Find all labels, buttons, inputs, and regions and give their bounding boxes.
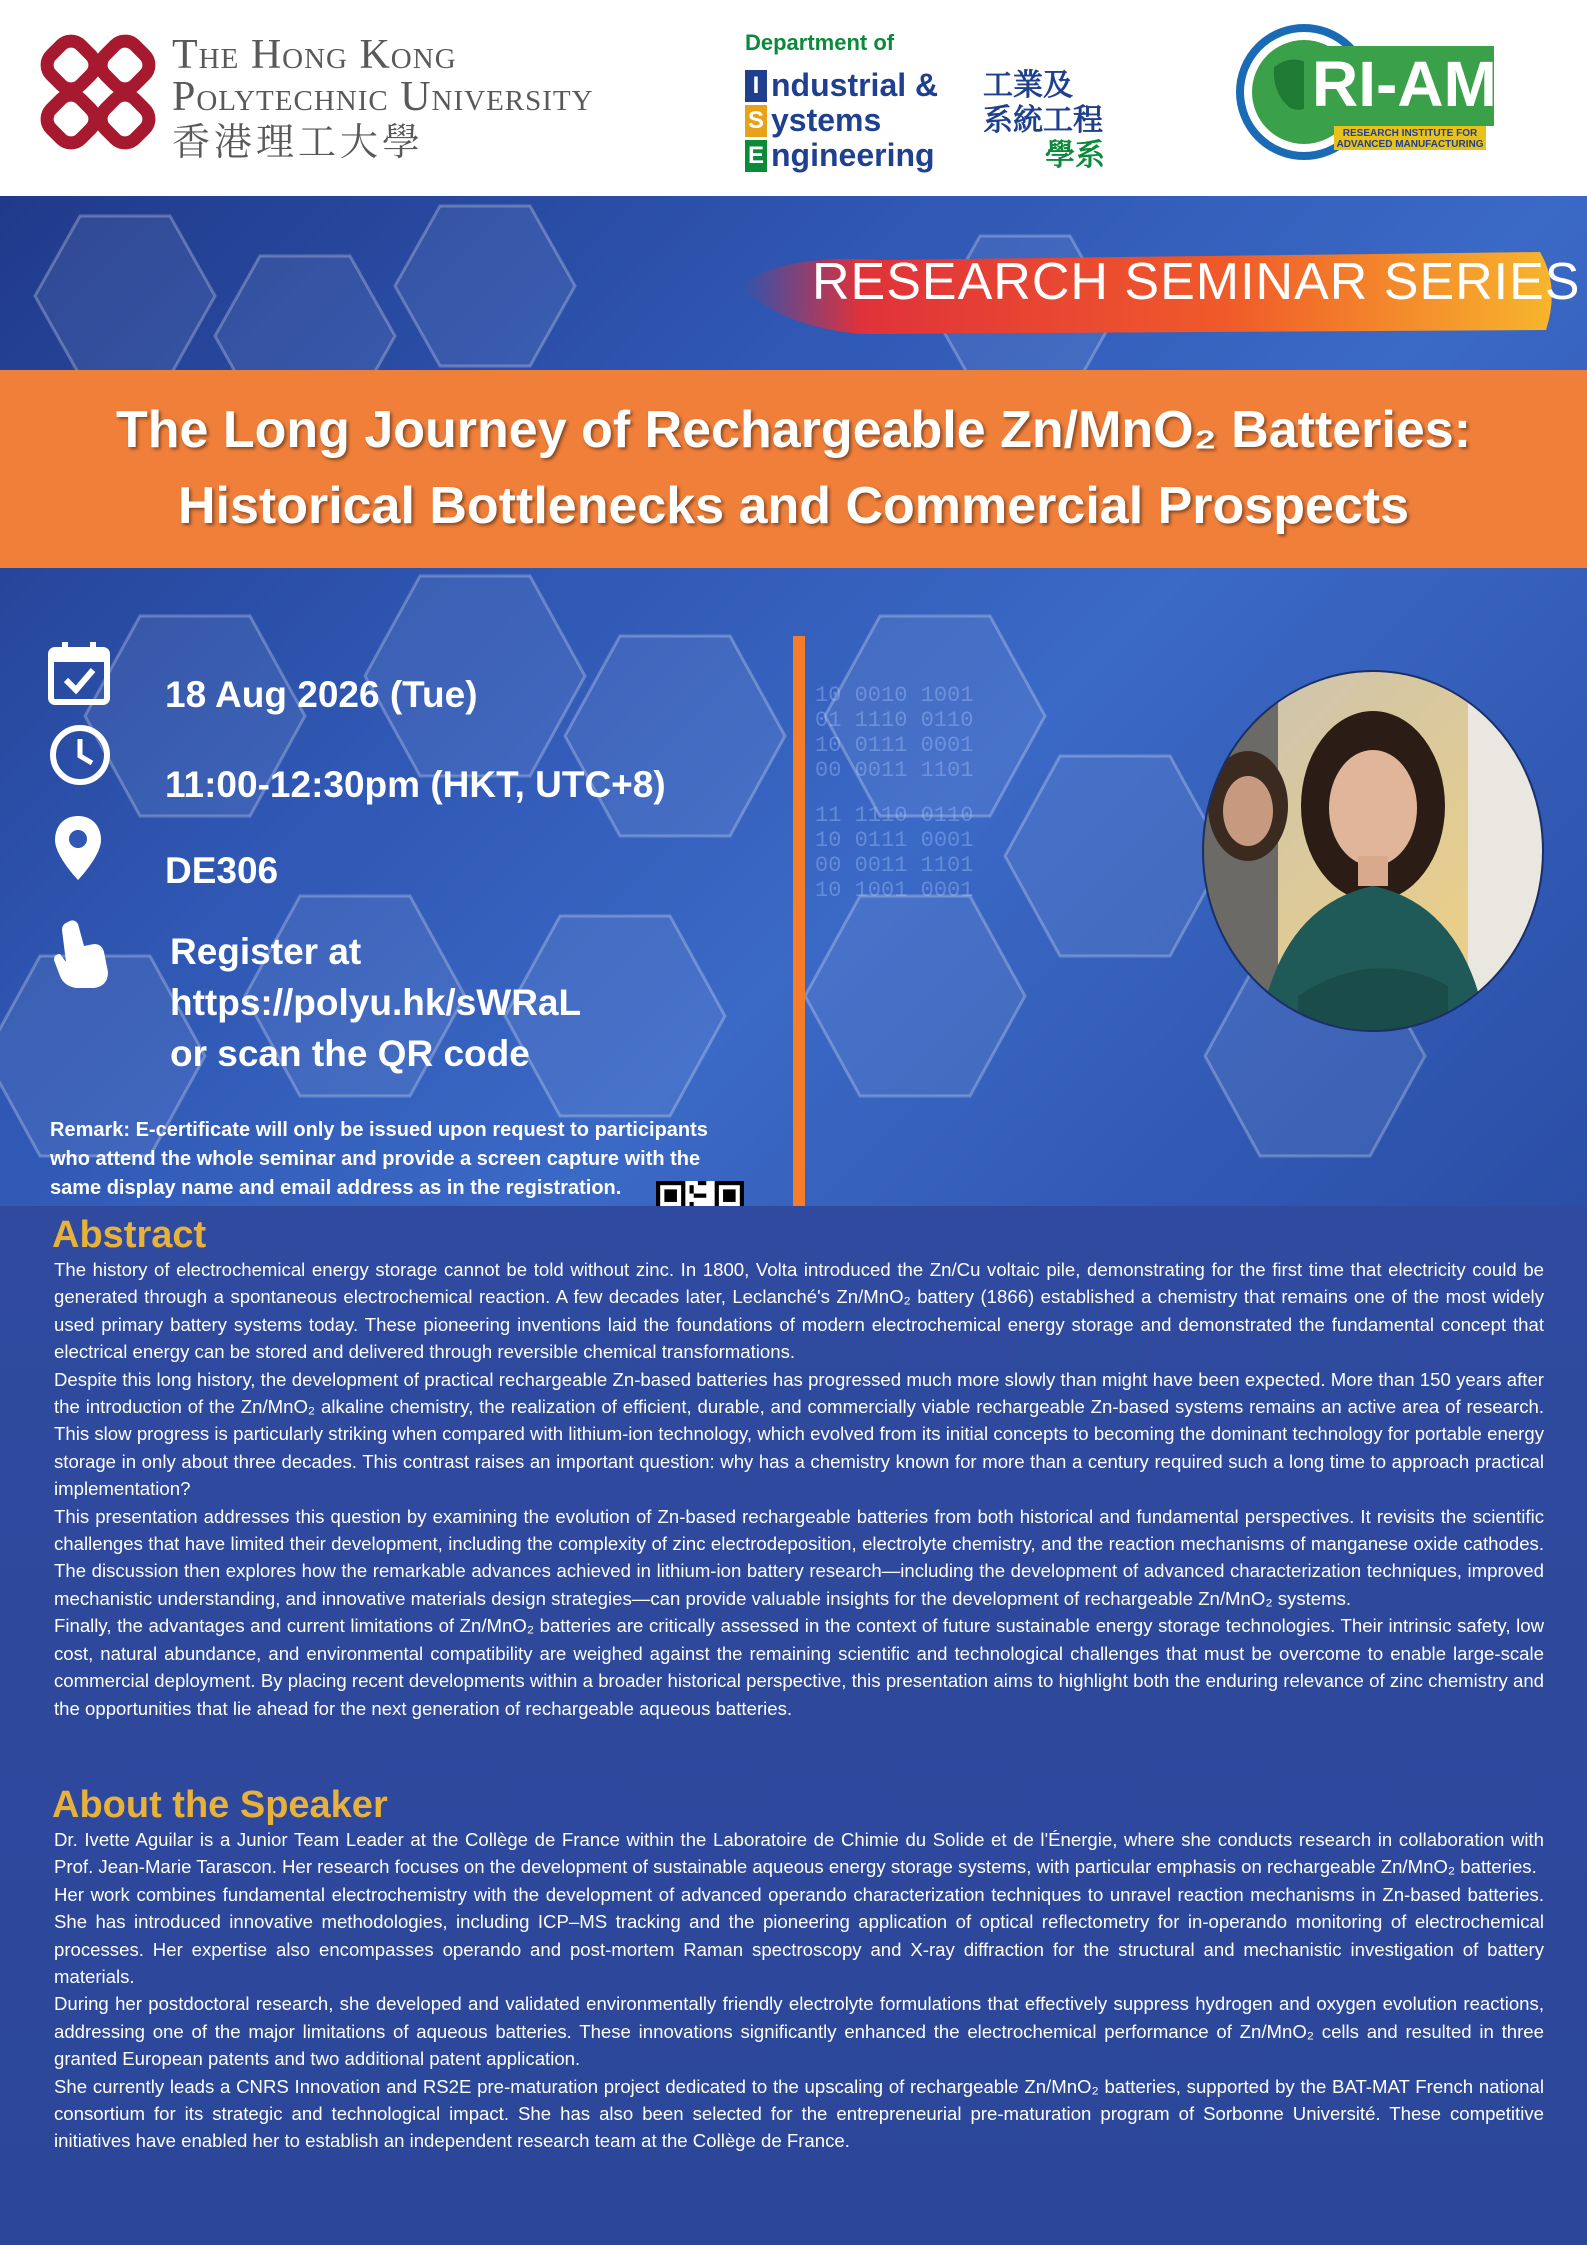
riam-subtitle-line2: ADVANCED MANUFACTURING: [1336, 139, 1484, 150]
register-link[interactable]: https://polyu.hk/sWRaL: [170, 982, 582, 1023]
ise-cn-line1: 工業及: [983, 69, 1073, 102]
header: [0, 0, 1587, 196]
ise-word-systems: ystems: [771, 102, 882, 138]
seminar-banner: [0, 196, 1587, 1206]
svg-text:11 1110 0110: 11 1110 0110: [815, 803, 974, 828]
about-speaker-heading: About the Speaker: [52, 1784, 388, 1826]
event-venue: DE306: [165, 850, 279, 891]
remark-line3: same display name and email address as in the registration.: [50, 1177, 622, 1199]
about-paragraph: Her work combines fundamental electrochemistry with the development of advanced operando characterization techniques to unravel reaction mechanisms in Zn-based batteries. She has introduced innovative methodologies, including ICP–MS tracking and the pioneering application of optical reflectometry for in-operando monitoring of electrochemical processes. Her expertise also encompasses operando and post-mortem Raman spectroscopy and X-ray diffraction for the structural and mechanistic investigation of battery materials.: [54, 1883, 1544, 1988]
svg-text:00 0011 1101: 00 0011 1101: [815, 853, 974, 878]
svg-text:10 1001 0001: 10 1001 0001: [815, 878, 974, 903]
department-label: Department of: [745, 30, 895, 55]
ise-letter-s: S: [745, 105, 767, 137]
riam-logo-icon: [1234, 22, 1504, 162]
pointing-hand-icon: [50, 916, 112, 990]
ise-cn-line3: 學系: [1045, 139, 1105, 172]
event-time: 11:00-12:30pm (HKT, UTC+8): [165, 764, 666, 805]
riam-logo-text: RI-AM: [1312, 48, 1497, 120]
svg-text:01 1110 0110: 01 1110 0110: [815, 708, 974, 733]
orange-divider: [793, 636, 805, 1206]
series-label: RESEARCH SEMINAR SERIES: [812, 253, 1581, 311]
about-speaker-body: [54, 1826, 1544, 2155]
speaker-portrait: [1188, 666, 1558, 1036]
ise-letter-bars: [745, 70, 767, 172]
register-block: [170, 926, 581, 1079]
svg-text:10 0111 0001: 10 0111 0001: [815, 828, 974, 853]
location-pin-icon: [52, 814, 104, 884]
university-name-cn: 香港理工大學: [172, 122, 425, 164]
ise-cn-line2: 系統工程: [983, 104, 1103, 137]
about-paragraph: She currently leads a CNRS Innovation and RS2E pre-maturation project dedicated to the upscaling of rechargeable Zn/MnO₂ batteries, supported by the BAT-MAT French national consortium for its strategic and technological impact. She has also been selected for the entrepreneurial pre-maturation program of Sorbonne Université. These competitive initiatives have enabled her to establish an independent research team at the Collège de France.: [54, 2075, 1544, 2152]
seminar-title-line1: The Long Journey of Rechargeable Zn/MnO₂ Batteries:: [115, 401, 1472, 459]
clock-icon: [48, 723, 112, 787]
ise-word-engineering: ngineering: [771, 137, 935, 173]
abstract-paragraph: Despite this long history, the development of practical rechargeable Zn-based batteries has progressed much more slowly than might have been expected. More than 150 years after the introduction of the Zn/MnO₂ alkaline chemistry, the realization of efficient, durable, and commercially viable rechargeable Zn-based systems remains an active area of research. This slow progress is particularly striking when compared with lithium-ion technology, which evolved from its initial concepts to becoming the dominant technology for portable energy storage in only about three decades. This contrast raises an important question: why has a chemistry known for more than a century required such a long time to approach practical implementation?: [54, 1368, 1544, 1500]
certificate-remark: [50, 1116, 750, 1203]
abstract-heading: Abstract: [52, 1214, 207, 1256]
university-name-line2: Polytechnic University: [172, 74, 594, 120]
ise-words: [771, 68, 938, 173]
register-qr-label: or scan the QR code: [170, 1033, 530, 1074]
ise-chinese-name: [983, 68, 1105, 173]
content-panel: [0, 1206, 1587, 2245]
svg-text:00 0011 1101: 00 0011 1101: [815, 758, 974, 783]
svg-text:10 0010 1001: 10 0010 1001: [815, 683, 974, 708]
ise-letter-i: I: [745, 70, 767, 102]
remark-line1: Remark: E-certificate will only be issued upon request to participants: [50, 1119, 708, 1141]
seminar-title-line2: Historical Bottlenecks and Commercial Prospects: [177, 477, 1410, 535]
seminar-title: [0, 392, 1587, 544]
ise-word-industrial: ndustrial &: [771, 67, 939, 103]
about-paragraph: Dr. Ivette Aguilar is a Junior Team Leader at the Collège de France within the Laboratoire de Chimie du Solide et de l'Énergie, where she conducts research in collaboration with Prof. Jean-Marie Tarascon. Her research focuses on the development of sustainable aqueous energy storage systems, with particular emphasis on rechargeable Zn/MnO₂ batteries.: [54, 1829, 1544, 1878]
riam-subtitle-line1: RESEARCH INSTITUTE FOR: [1342, 128, 1478, 139]
polyu-wordmark: [172, 34, 594, 166]
calendar-check-icon: [46, 640, 112, 706]
remark-line2: who attend the whole seminar and provide a screen capture with the: [50, 1148, 701, 1170]
abstract-body: [54, 1256, 1544, 1722]
abstract-paragraph: The history of electrochemical energy storage cannot be told without zinc. In 1800, Volta introduced the Zn/Cu voltaic pile, demonstrating for the first time that electricity could be generated through a spontaneous electrochemical reaction. A few decades later, Leclanché's Zn/MnO₂ battery (1866) established a chemistry that remains one of the most widely used primary battery systems today. These pioneering inventions laid the foundations of modern electrochemical energy storage and demonstrated the fundamental concept that electrical energy can be stored and delivered through reversible chemical transformations.: [54, 1259, 1544, 1363]
register-label: Register at: [170, 931, 362, 972]
university-name-line1: The Hong Kong: [172, 32, 457, 78]
about-paragraph: During her postdoctoral research, she developed and validated environmentally friendly electrolyte formulations that effectively suppress hydrogen and oxygen evolution reactions, addressing one of the major limitations of aqueous batteries. These innovations significantly enhanced the electrochemical performance of Zn/MnO₂ cells and resulted in three granted European patents and two additional patent application.: [54, 1993, 1544, 2070]
abstract-paragraph: Finally, the advantages and current limitations of Zn/MnO₂ batteries are critically assessed in the context of future sustainable energy storage technologies. Their intrinsic safety, low cost, natural abundance, and environmental compatibility are weighed against the remaining scientific and technological challenges that must be overcome to enable large-scale commercial deployment. By placing recent developments within a broader historical perspective, this presentation aims to highlight both the enduring relevance of zinc chemistry and the opportunities that lie ahead for the next generation of rechargeable aqueous batteries.: [54, 1615, 1544, 1719]
ise-letter-e: E: [745, 140, 767, 172]
event-date: 18 Aug 2026 (Tue): [165, 674, 478, 715]
svg-text:10 0111 0001: 10 0111 0001: [815, 733, 974, 758]
abstract-paragraph: This presentation addresses this question by examining the evolution of Zn-based rechargeable batteries from both historical and fundamental perspectives. It revisits the scientific challenges that have limited their development, including the complexity of zinc electrodeposition, electrolyte chemistry, and the reaction mechanisms of manganese oxide cathodes. The discussion then explores how the remarkable advances achieved in lithium-ion battery research—including the development of advanced characterization techniques, improved mechanistic understanding, and innovative materials design strategies—can provide valuable insights for the development of rechargeable Zn/MnO₂ systems.: [54, 1505, 1544, 1609]
ise-logo: [745, 30, 1125, 180]
polyu-logo-icon: [28, 22, 168, 162]
